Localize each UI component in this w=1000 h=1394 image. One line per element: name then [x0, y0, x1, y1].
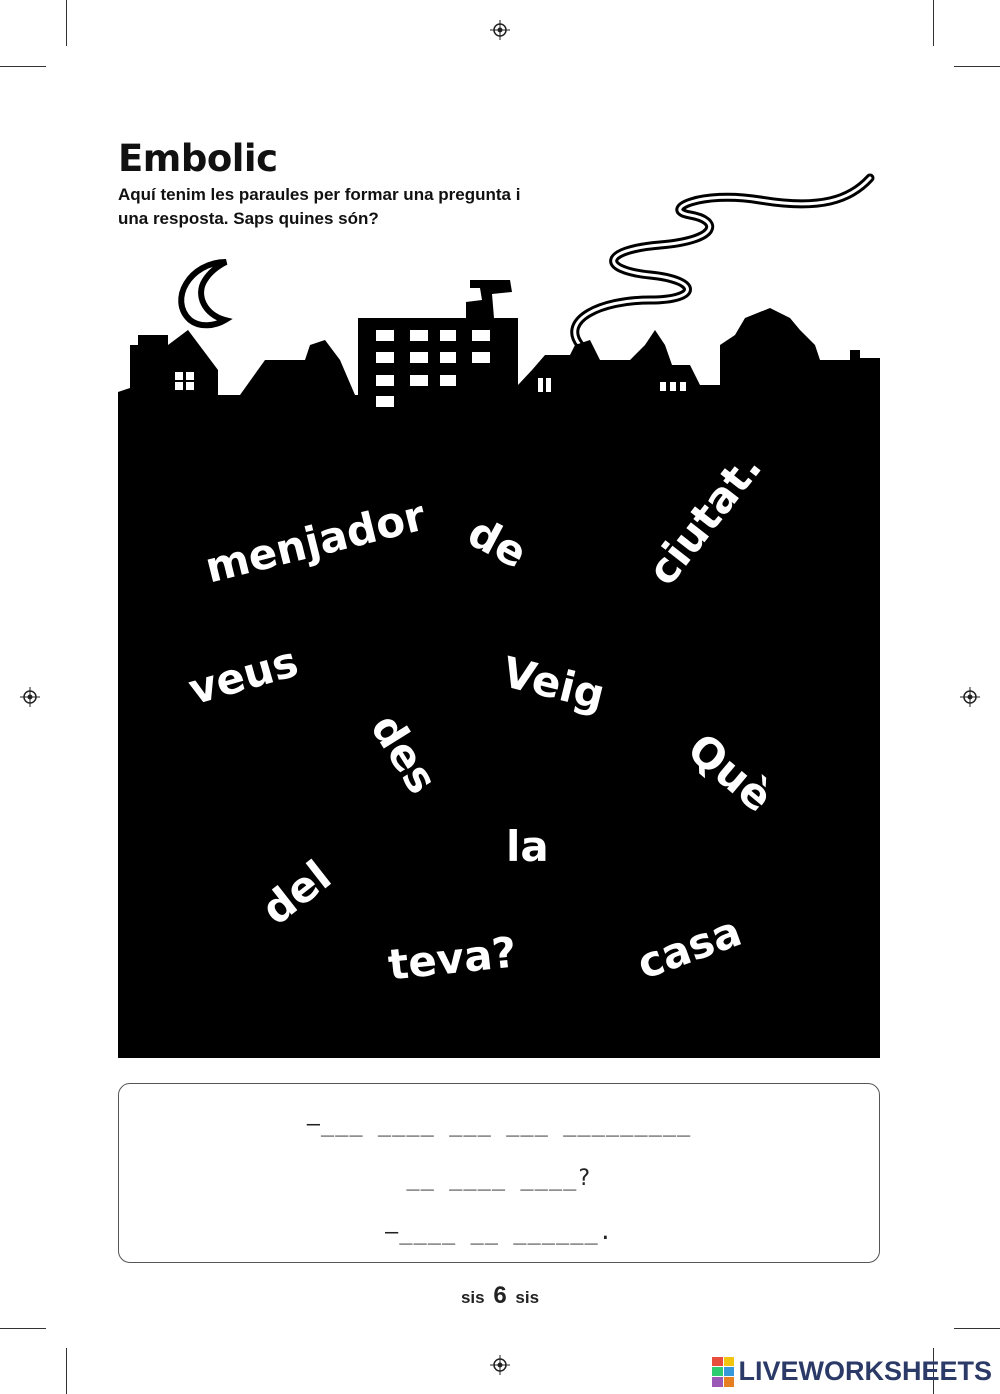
registration-mark-icon: [960, 687, 980, 707]
liveworksheets-icon: [712, 1357, 734, 1387]
liveworksheets-logo: [712, 1356, 992, 1387]
brand-name: LIVEWORKSHEETS: [738, 1356, 992, 1386]
scramble-word: ciutat.: [637, 443, 772, 595]
crop-mark: [66, 1348, 67, 1394]
scramble-word: del: [252, 850, 340, 935]
scramble-word: la: [506, 822, 549, 871]
scramble-word: menjador: [200, 490, 431, 593]
scramble-word: teva?: [385, 927, 519, 990]
registration-mark-icon: [490, 20, 510, 40]
crop-mark: [66, 0, 67, 46]
page-number: [0, 1282, 1000, 1310]
scramble-word: Què: [678, 723, 783, 822]
worksheet-title: Embolic: [118, 136, 278, 180]
page-word-left: sis: [460, 1288, 485, 1307]
scramble-word: de: [460, 507, 535, 578]
moon-icon: [181, 262, 226, 325]
crop-mark: [954, 1328, 1000, 1329]
scramble-word: Veig: [497, 647, 610, 720]
crop-mark: [954, 66, 1000, 67]
crop-mark: [0, 1328, 46, 1329]
registration-mark-icon: [20, 687, 40, 707]
answer-line[interactable]: __ ____ ____?: [406, 1166, 592, 1191]
scramble-word: des: [361, 705, 448, 803]
crop-mark: [933, 0, 934, 46]
crop-mark: [0, 66, 46, 67]
scramble-word: veus: [183, 636, 304, 715]
answer-line[interactable]: –___ ____ ___ ___ _________: [306, 1112, 692, 1137]
answer-box: [118, 1083, 880, 1263]
worksheet-instructions: Aquí tenim les paraules per formar una pregunta i una resposta. Saps quines són?: [118, 185, 521, 228]
page-number-digit: 6: [493, 1282, 507, 1309]
scramble-word: casa: [630, 906, 748, 989]
answer-line[interactable]: –____ __ ______.: [385, 1220, 613, 1245]
page-word-right: sis: [515, 1288, 540, 1307]
registration-mark-icon: [490, 1355, 510, 1375]
